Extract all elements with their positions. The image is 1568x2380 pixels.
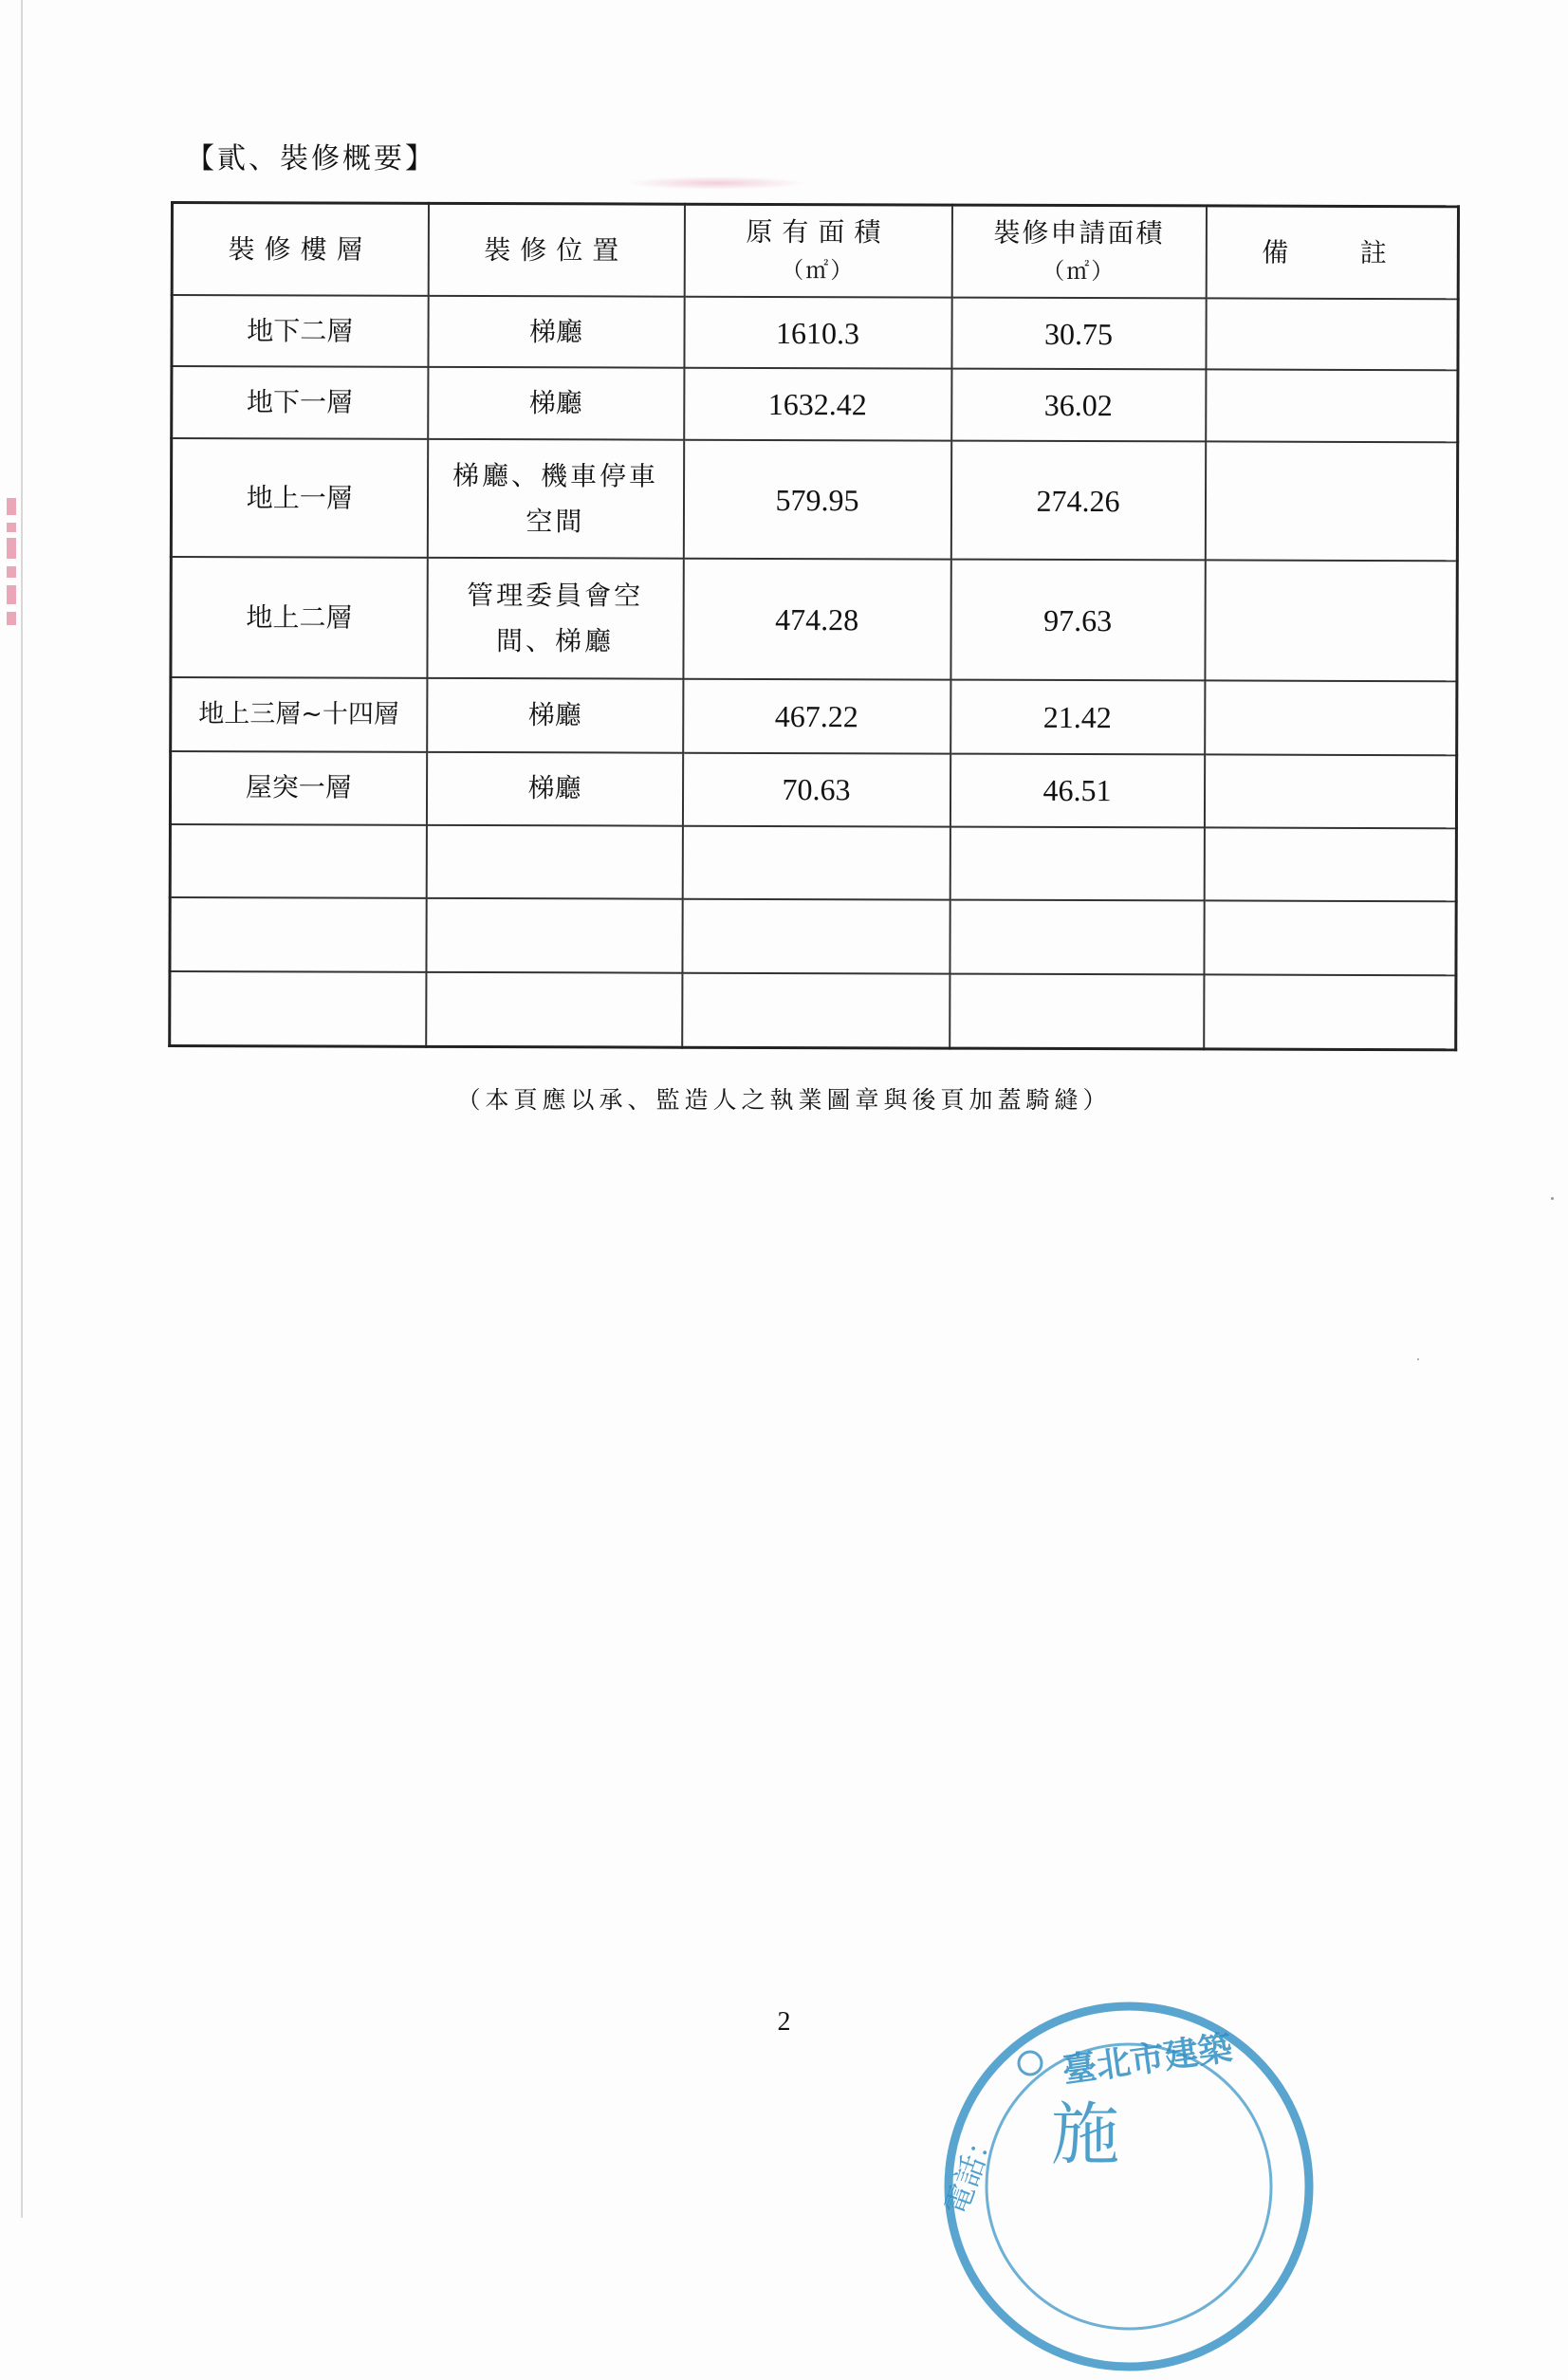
cell-original-area <box>682 973 950 1049</box>
renovation-summary-table <box>168 201 1460 1051</box>
page-footnote: （本頁應以承、監造人之執業圖章與後頁加蓋騎縫） <box>456 1086 1112 1114</box>
seal-graphic <box>939 1997 1319 2376</box>
cell-original-area <box>682 825 950 899</box>
header-remarks <box>1206 206 1458 300</box>
seal-phone-text: 電話： <box>939 2121 1004 2221</box>
cell-location <box>426 824 682 898</box>
header-original-area-label: 原有面積 <box>746 215 891 249</box>
cell-applied-area: 36.02 <box>951 368 1206 441</box>
cell-original-area: 70.63 <box>682 753 950 826</box>
page-number: 2 <box>777 2007 791 2037</box>
cell-applied-area <box>950 826 1204 900</box>
section-title: 【貳、裝修概要】 <box>186 142 436 175</box>
cell-location: 梯廳 <box>427 678 683 752</box>
cell-original-area: 1632.42 <box>684 368 951 441</box>
cell-original-area: 467.22 <box>683 679 950 753</box>
table-row <box>171 677 1457 755</box>
cell-floor <box>170 971 426 1047</box>
table-row-empty <box>170 897 1456 975</box>
cell-applied-area: 21.42 <box>950 680 1205 754</box>
cell-location: 梯廳 <box>426 752 682 825</box>
cell-floor <box>170 897 426 971</box>
side-stamp-mark <box>4 498 19 631</box>
cell-applied-area: 97.63 <box>950 560 1205 681</box>
cell-applied-area: 46.51 <box>950 754 1204 827</box>
cell-remarks <box>1204 901 1456 975</box>
seal-flower-icon <box>1019 2052 1042 2075</box>
table-row <box>171 557 1457 681</box>
cell-applied-area: 274.26 <box>950 441 1205 561</box>
table-row-empty <box>170 971 1456 1050</box>
header-original-area-unit: （㎡） <box>781 256 856 284</box>
seal-inner-text: 施 <box>1051 2094 1120 2174</box>
cell-remarks <box>1204 754 1456 827</box>
header-original-area <box>684 204 951 298</box>
header-location: 裝修位置 <box>428 203 684 297</box>
scan-speck <box>1417 1358 1419 1360</box>
cell-remarks <box>1206 299 1458 370</box>
cell-location: 梯廳 <box>428 296 684 367</box>
scan-speck <box>1551 1197 1554 1200</box>
cell-floor: 地上三層~十四層 <box>171 677 427 751</box>
cell-location: 管理委員會空間、梯廳 <box>427 558 683 679</box>
cell-original-area: 474.28 <box>683 559 950 680</box>
cell-location: 梯廳 <box>428 367 684 440</box>
cell-floor: 地上一層 <box>171 438 427 558</box>
cell-floor <box>170 824 426 898</box>
cell-floor: 屋突一層 <box>170 751 426 824</box>
cell-remarks <box>1204 827 1456 901</box>
cell-location: 梯廳、機車停車空間 <box>427 439 683 559</box>
cell-floor: 地上二層 <box>171 557 427 678</box>
seal-ring-text: 臺北市建築 <box>1060 2027 1235 2092</box>
cell-applied-area <box>950 973 1204 1049</box>
official-seal <box>939 1997 1319 2376</box>
cell-original-area <box>682 899 950 973</box>
table-row <box>171 438 1457 561</box>
cell-original-area: 579.95 <box>683 440 950 560</box>
header-applied-area <box>951 205 1206 299</box>
cell-remarks <box>1204 974 1456 1050</box>
cell-remarks <box>1205 681 1457 755</box>
header-applied-area-label: 裝修申請面積 <box>993 216 1165 249</box>
cell-remarks <box>1205 561 1457 682</box>
table-row <box>170 751 1456 828</box>
cell-applied-area: 30.75 <box>951 298 1206 369</box>
cell-location <box>426 898 682 972</box>
renovation-table-wrapper <box>168 201 1457 1051</box>
table-row <box>172 366 1458 443</box>
cell-remarks <box>1206 369 1458 442</box>
header-remarks-left: 備 <box>1262 236 1299 268</box>
stamp-smudge <box>626 176 806 190</box>
table-header-row <box>172 203 1458 300</box>
table-row-empty <box>170 824 1456 902</box>
cell-floor: 地下二層 <box>172 295 428 366</box>
table-row <box>172 295 1458 370</box>
header-floor: 裝修樓層 <box>172 203 428 297</box>
cell-original-area: 1610.3 <box>684 297 951 368</box>
cell-applied-area <box>950 900 1204 974</box>
cell-location <box>426 972 682 1048</box>
header-remarks-right: 註 <box>1359 236 1396 268</box>
header-applied-area-unit: （㎡） <box>1042 257 1116 285</box>
cell-remarks <box>1205 442 1457 562</box>
cell-floor: 地下一層 <box>172 366 428 439</box>
